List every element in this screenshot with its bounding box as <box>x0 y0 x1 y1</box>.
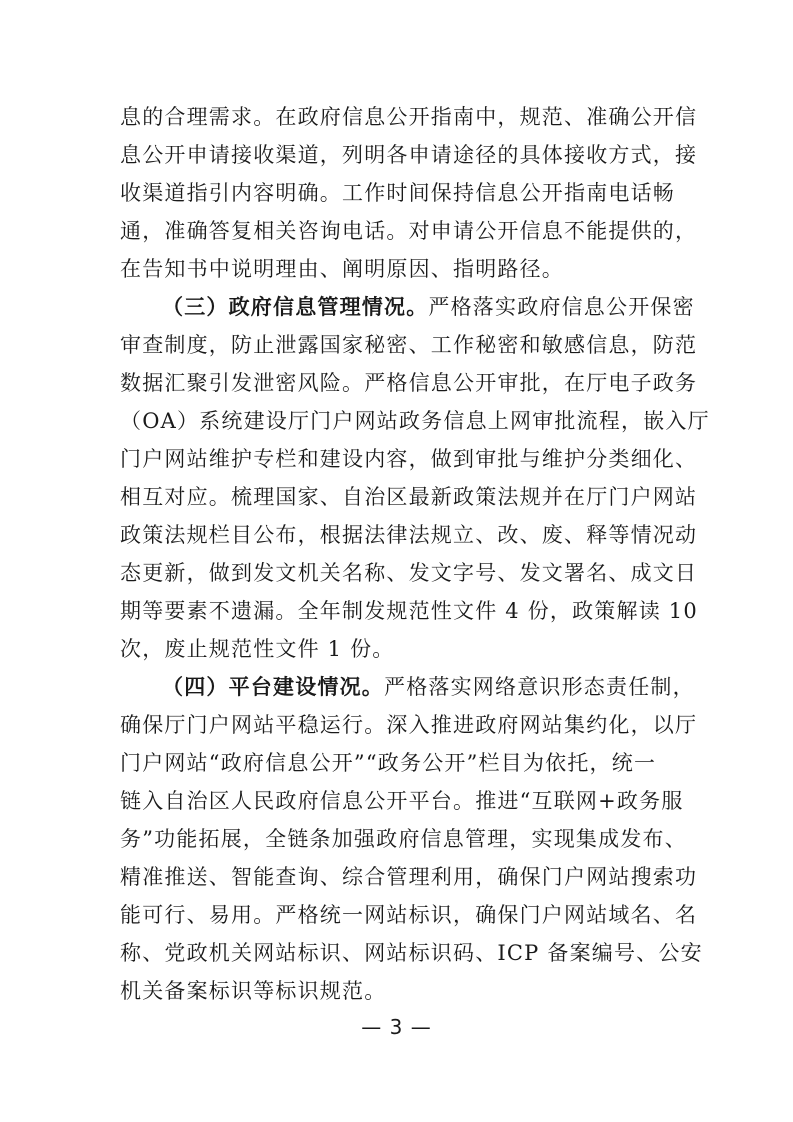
body-text-line: 息公开申请接收渠道，列明各申请途径的具体接收方式，接 <box>120 143 698 167</box>
body-text-line: 相互对应。梳理国家、自治区最新政策法规并在厅门户网站 <box>120 485 698 509</box>
body-text-line: 态更新，做到发文机关名称、发文字号、发文署名、成文日 <box>120 561 698 585</box>
body-text-line: 称、党政机关网站标识、网站标识码、ICP 备案编号、公安 <box>120 941 703 965</box>
body-text-line: 政策法规栏目公布，根据法律法规立、改、废、释等情况动 <box>120 523 698 547</box>
body-text-line: 通，准确答复相关咨询电话。对申请公开信息不能提供的， <box>120 219 698 243</box>
body-text-line: 次，废止规范性文件 1 份。 <box>120 637 395 661</box>
body-text-line: 收渠道指引内容明确。工作时间保持信息公开指南电话畅 <box>120 181 675 205</box>
page-number: — 3 — <box>361 1015 432 1039</box>
body-text-line: 能可行、易用。严格统一网站标识，确保门户网站域名、名 <box>120 903 698 927</box>
body-text-line: 门户网站维护专栏和建设内容，做到审批与维护分类细化、 <box>120 447 698 471</box>
body-text-line: 数据汇聚引发泄密风险。严格信息公开审批，在厅电子政务 <box>120 371 698 395</box>
body-text-line: 期等要素不遗漏。全年制发规范性文件 4 份，政策解读 10 <box>120 599 698 623</box>
section-heading: （三）政府信息管理情况。 <box>162 295 429 319</box>
body-text-line: 精准推送、智能查询、综合管理利用，确保门户网站搜索功 <box>120 865 698 889</box>
section-heading-line: （三）政府信息管理情况。严格落实政府信息公开保密 <box>162 295 695 319</box>
body-text-line: 机关备案标识等标识规范。 <box>120 979 387 1003</box>
body-text-line: 链入自治区人民政府信息公开平台。推进“互联网+政务服 <box>120 789 684 813</box>
section-heading: （四）平台建设情况。 <box>162 675 384 699</box>
body-text-line: 门户网站“政府信息公开”“政务公开”栏目为依托，统一 <box>120 751 657 775</box>
body-text-line: 审查制度，防止泄露国家秘密、工作秘密和敏感信息，防范 <box>120 333 698 357</box>
body-text-line: 务”功能拓展，全链条加强政府信息管理，实现集成发布、 <box>120 827 687 851</box>
body-text-line: 在告知书中说明理由、阐明原因、指明路径。 <box>120 257 564 281</box>
body-text-line: 息的合理需求。在政府信息公开指南中，规范、准确公开信 <box>120 105 698 129</box>
section-heading-line: （四）平台建设情况。严格落实网络意识形态责任制， <box>162 675 695 699</box>
body-text-line: 确保厅门户网站平稳运行。深入推进政府网站集约化，以厅 <box>120 713 698 737</box>
body-text-line: （OA）系统建设厅门户网站政务信息上网审批流程，嵌入厅 <box>120 409 710 433</box>
